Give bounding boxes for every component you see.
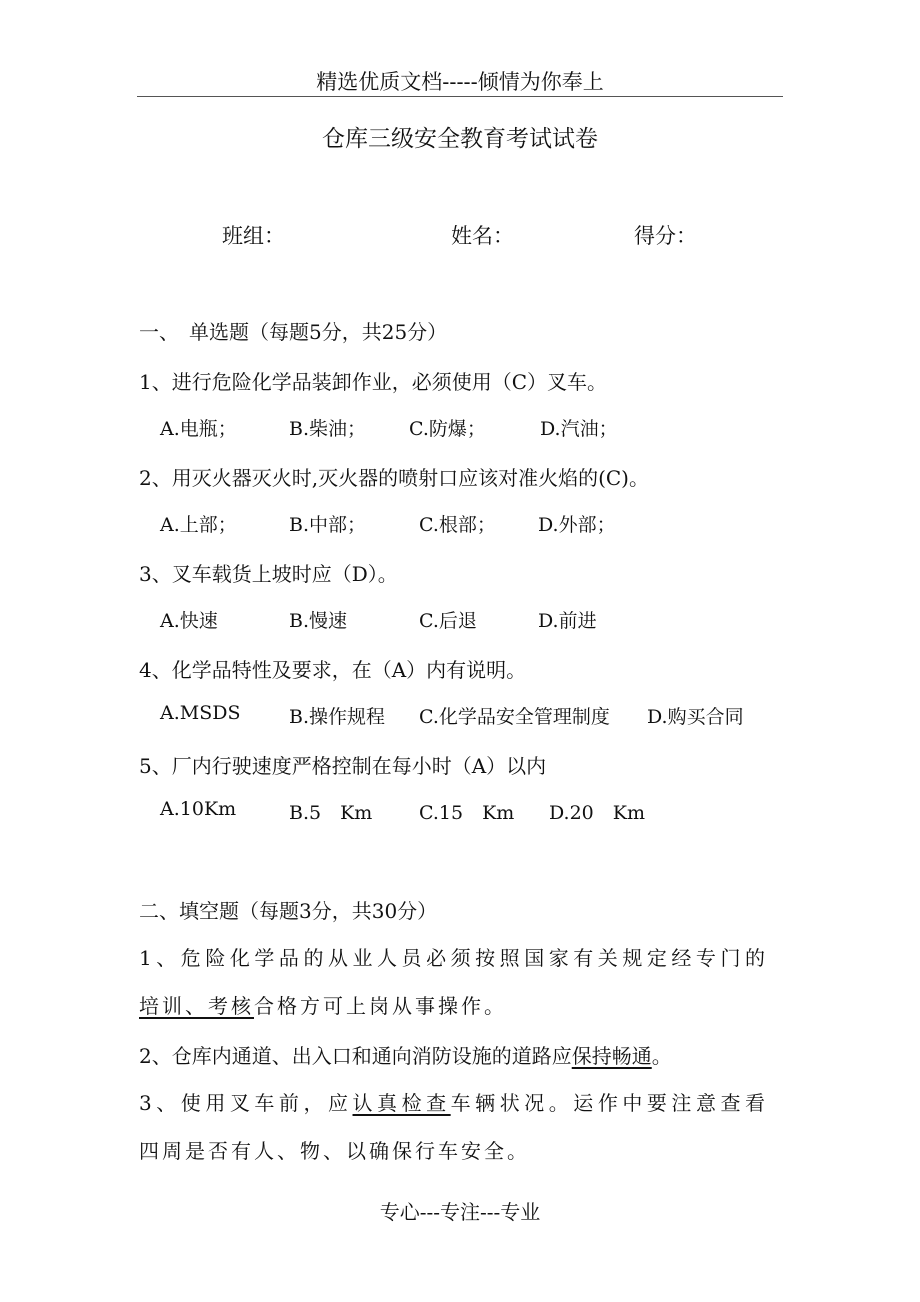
fill-question-2 <box>139 1040 672 1069</box>
question-5-option-c: C.15 Km <box>419 802 515 824</box>
fill-question-1-line-1: 1、危险化学品的从业人员必须按照国家有关规定经专门的 <box>139 946 765 970</box>
fill-question-2-answer: 保持畅通 <box>571 1044 652 1068</box>
question-1-option-a: A.电瓶； <box>160 418 237 440</box>
fill-question-1-answer: 培训、考核 <box>139 994 254 1018</box>
question-1: 1、进行危险化学品装卸作业，必须使用（C）叉车。 <box>139 370 608 394</box>
question-2: 2、用灭火器灭火时,灭火器的喷射口应该对准火焰的(C)。 <box>139 466 649 490</box>
question-3-option-b: B.慢速 <box>289 610 348 632</box>
question-1-option-d: D.汽油； <box>540 418 618 440</box>
question-4-option-d: D.购买合同 <box>647 706 744 728</box>
header-divider <box>137 96 783 97</box>
question-2-option-b: B.中部； <box>289 514 367 536</box>
page-header: 精选优质文档-----倾情为你奉上 <box>316 70 604 94</box>
fill-question-2-tail: 。 <box>651 1044 672 1068</box>
question-1-option-c: C.防爆； <box>409 418 486 440</box>
team-field-label: 班组： <box>222 224 285 248</box>
name-field-label: 姓名： <box>451 224 514 248</box>
page-footer: 专心---专注---专业 <box>379 1200 541 1224</box>
score-field-label: 得分： <box>634 224 697 248</box>
fill-question-3-answer: 认真检查 <box>352 1091 451 1115</box>
fill-question-2-lead: 2、仓库内通道、出入口和通向消防设施的道路应 <box>139 1044 572 1068</box>
fill-question-3-line-2: 四周是否有人、物、以确保行车安全。 <box>139 1139 530 1163</box>
question-4-option-a: A.MSDS <box>160 702 241 724</box>
question-3-option-a: A.快速 <box>160 610 218 632</box>
question-5: 5、厂内行驶速度严格控制在每小时（A）以内 <box>139 754 547 778</box>
question-1-option-b: B.柴油； <box>289 418 367 440</box>
question-4: 4、化学品特性及要求，在（A）内有说明。 <box>139 658 527 682</box>
fill-question-1-tail: 合格方可上岗从事操作。 <box>254 994 507 1018</box>
question-3: 3、叉车载货上坡时应（D）。 <box>139 562 398 586</box>
fill-question-3-tail: 车辆状况。运作中要注意查看 <box>450 1091 766 1115</box>
question-3-option-c: C.后退 <box>419 610 477 632</box>
question-4-option-c: C.化学品安全管理制度 <box>419 706 610 728</box>
question-5-option-a: A.10Km <box>160 798 237 820</box>
fill-question-1-line-2 <box>139 990 507 1019</box>
question-2-option-c: C.根部； <box>419 514 496 536</box>
question-3-option-d: D.前进 <box>538 610 597 632</box>
fill-question-3-line-1 <box>139 1087 765 1116</box>
section-2-heading: 二、填空题（每题3分，共30分） <box>139 899 438 923</box>
question-2-option-d: D.外部； <box>538 514 616 536</box>
fill-question-3-lead: 3、使用叉车前，应 <box>139 1091 353 1115</box>
section-1-heading: 一、 单选题（每题5分，共25分） <box>139 320 448 344</box>
question-5-option-b: B.5 Km <box>289 802 373 824</box>
question-5-option-d: D.20 Km <box>549 802 645 824</box>
exam-title: 仓库三级安全教育考试试卷 <box>322 126 598 152</box>
question-2-option-a: A.上部； <box>160 514 237 536</box>
question-4-option-b: B.操作规程 <box>289 706 386 728</box>
